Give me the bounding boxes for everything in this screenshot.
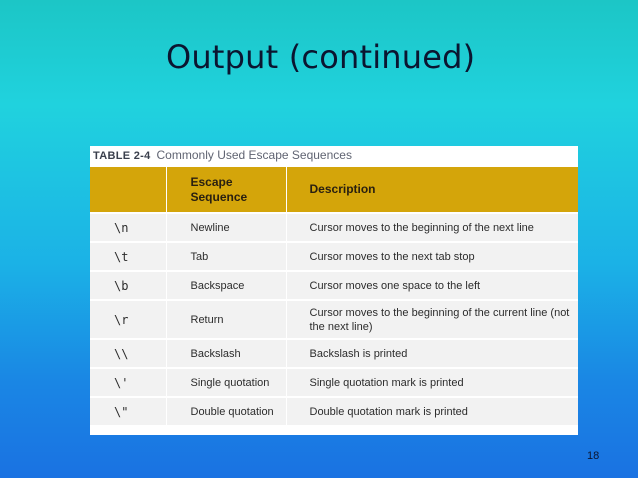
- sequence-name-cell: Backslash: [166, 339, 286, 368]
- sequence-name-cell: Return: [166, 300, 286, 339]
- escape-sequence-cell: \b: [90, 271, 166, 300]
- table-row: [90, 271, 578, 300]
- table-caption-number: TABLE 2-4: [93, 150, 151, 162]
- escape-sequence-cell: \\: [90, 339, 166, 368]
- description-cell: Cursor moves to the next tab stop: [286, 242, 578, 271]
- description-cell: Backslash is printed: [286, 339, 578, 368]
- escape-sequence-cell: \": [90, 397, 166, 425]
- table-header-row: [90, 167, 578, 213]
- escape-sequence-cell: \t: [90, 242, 166, 271]
- description-cell: Single quotation mark is printed: [286, 368, 578, 397]
- sequence-name-cell: Tab: [166, 242, 286, 271]
- table-caption-text: Commonly Used Escape Sequences: [156, 148, 352, 162]
- table-caption: [93, 148, 352, 162]
- description-cell: Cursor moves one space to the left: [286, 271, 578, 300]
- escape-sequence-table: [90, 167, 578, 425]
- sequence-name-cell: Double quotation: [166, 397, 286, 425]
- sequence-name-cell: Newline: [166, 213, 286, 242]
- page-number: 18: [587, 450, 600, 462]
- slide-title: Output (continued): [166, 38, 476, 76]
- table-row: [90, 339, 578, 368]
- sequence-name-cell: Backspace: [166, 271, 286, 300]
- header-cell-escape-sequence: [166, 167, 286, 213]
- escape-sequence-cell: \n: [90, 213, 166, 242]
- header-cell-description: Description: [286, 167, 578, 213]
- header-cell-blank: [90, 167, 166, 213]
- description-cell: Cursor moves to the beginning of the current line (not the next line): [286, 300, 578, 339]
- escape-sequence-cell: \r: [90, 300, 166, 339]
- description-cell: Double quotation mark is printed: [286, 397, 578, 425]
- escape-sequence-cell: \': [90, 368, 166, 397]
- description-cell: Cursor moves to the beginning of the next line: [286, 213, 578, 242]
- table-row: [90, 242, 578, 271]
- header-escape-sequence-label: Escape Sequence: [190, 174, 248, 204]
- table-row: [90, 213, 578, 242]
- table-row: [90, 368, 578, 397]
- table-row: [90, 300, 578, 339]
- escape-sequence-table-panel: [90, 146, 578, 435]
- sequence-name-cell: Single quotation: [166, 368, 286, 397]
- table-row: [90, 397, 578, 425]
